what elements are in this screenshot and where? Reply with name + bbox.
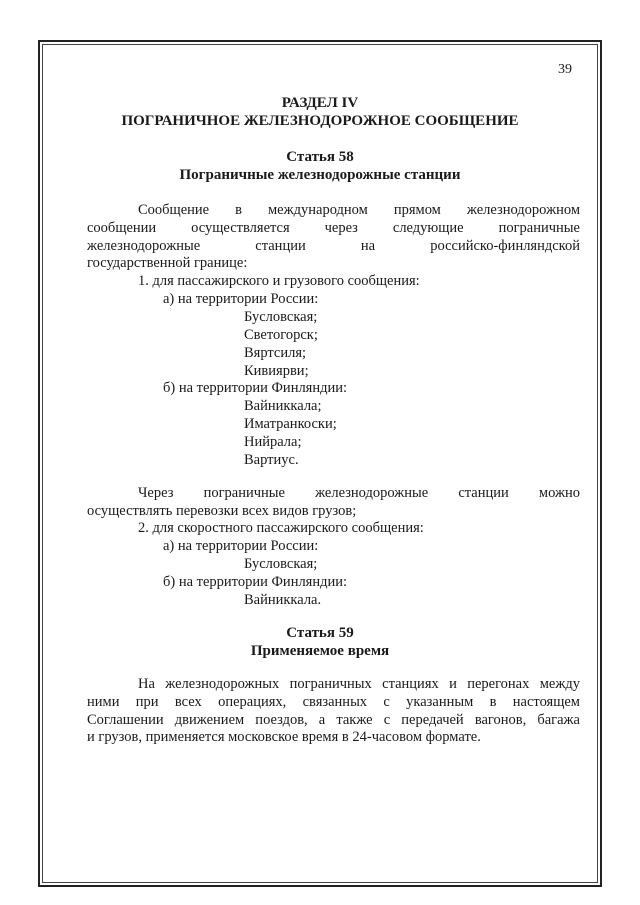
station-name: Бусловская; [244, 309, 318, 325]
station-name: Вяртсиля; [244, 345, 307, 361]
list-subitem-2b: б) на территории Финляндии: [163, 574, 348, 590]
article-59-number: Статья 59 [286, 625, 354, 641]
page-number: 39 [558, 62, 572, 77]
article-58-intro [87, 202, 580, 273]
list-subitem-1a: а) на территории России: [163, 291, 319, 307]
section-subtitle: ПОГРАНИЧНОЕ ЖЕЛЕЗНОДОРОЖНОЕ СООБЩЕНИЕ [121, 113, 519, 129]
article-58-heading: Пограничные железнодорожные станции [179, 167, 461, 183]
station-name: Кивиярви; [244, 363, 309, 379]
text-line: осуществлять перевозки всех видов грузов; [87, 502, 357, 519]
article-59-heading: Применяемое время [250, 643, 390, 659]
station-name: Бусловская; [244, 556, 318, 572]
text-line: Через пограничные железнодорожные станции можно [138, 485, 580, 501]
article-59-text [87, 676, 580, 747]
list-subitem-2a: а) на территории России: [163, 538, 319, 554]
text-line: сообщении осуществляется через следующие пограничные [87, 219, 580, 236]
station-name: Вайниккала; [244, 398, 322, 414]
list-item-1: 1. для пассажирского и грузового сообщения: [138, 273, 420, 289]
station-name: Светогорск; [244, 327, 318, 343]
station-name: Иматранкоски; [244, 416, 337, 432]
text-line: государственной границе: [87, 255, 248, 272]
section-title: РАЗДЕЛ IV [281, 95, 359, 111]
text-line: железнодорожные станции на российско-финляндской [87, 237, 580, 254]
article-58-middle-paragraph [87, 485, 580, 521]
text-line: Соглашении движением поездов, а также с передачей вагонов, багажа [87, 711, 580, 728]
text-line: ними при всех операциях, связанных с указанным в настоящем [87, 693, 580, 710]
text-line: Сообщение в международном прямом железнодорожном [138, 202, 580, 218]
station-name: Вайниккала. [244, 592, 322, 608]
station-name: Нийрала; [244, 434, 302, 450]
list-item-2: 2. для скоростного пассажирского сообщения: [138, 520, 424, 536]
article-58-number: Статья 58 [286, 149, 354, 165]
text-line: На железнодорожных пограничных станциях и перегонах между [138, 676, 580, 692]
list-subitem-1b: б) на территории Финляндии: [163, 380, 348, 396]
text-line: и грузов, применяется московское время в 24-часовом формате. [87, 729, 481, 746]
station-name: Вартиус. [244, 452, 299, 468]
